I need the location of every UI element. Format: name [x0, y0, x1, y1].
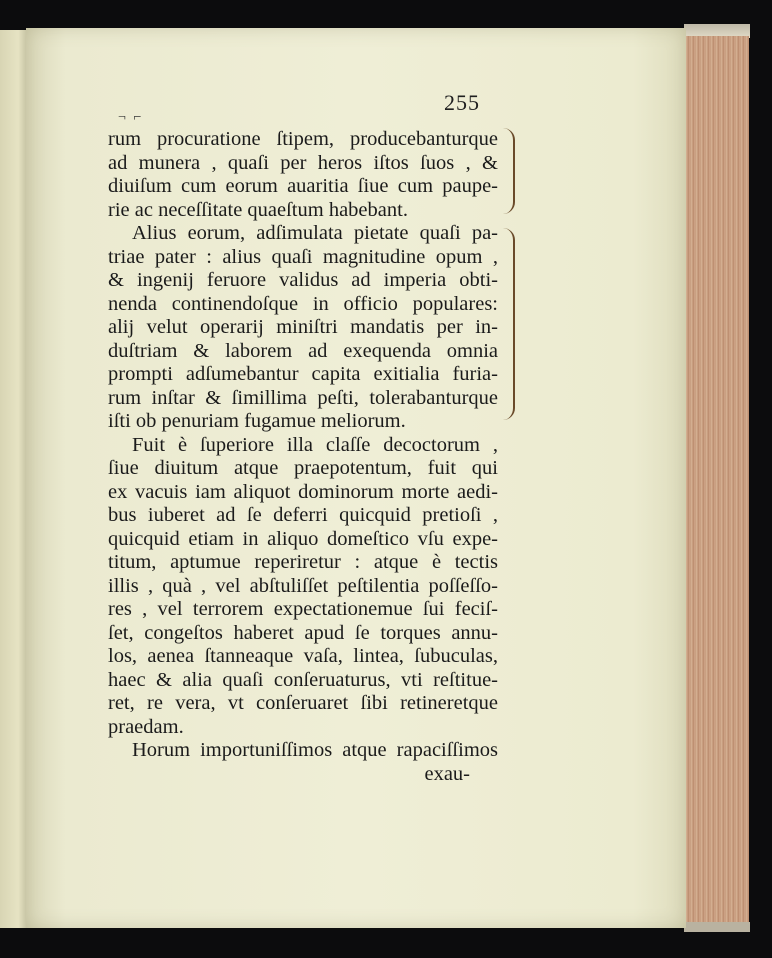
- margin-bracket-2: [503, 228, 515, 420]
- text-line: Horum importuniſſimos atque rapaciſſimos: [132, 739, 498, 761]
- body-text: [108, 128, 498, 786]
- text-line: Fuit è ſuperiore illa claſſe decoctorum ,: [132, 433, 498, 456]
- catchword: exau-: [424, 762, 470, 785]
- text-line: ſet, congeſtos haberet apud ſe torques annu-: [108, 621, 498, 644]
- text-line: ret, re vera, vt conſeruaret ſibi retineretque: [108, 692, 498, 714]
- text-line: res , vel terrorem expectationemue ſui feciſ-: [108, 598, 498, 620]
- text-line: rum inſtar & ſimillima peſti, tolerabanturque: [108, 386, 498, 409]
- text-line: quicquid etiam in aliquo domeſtico vſu expe-: [108, 527, 498, 550]
- text-line: duſtriam & laborem ad exequenda omnia: [108, 339, 498, 362]
- text-line: los, aenea ſtanneaque vaſa, lintea, ſubuculas,: [108, 645, 498, 667]
- text-line: ad munera , quaſi per heros iſtos ſuos , &: [108, 151, 498, 174]
- text-line: Alius eorum, adſimulata pietate quaſi pa-: [132, 222, 498, 244]
- text-line: ex vacuis iam aliquot dominorum morte aedi-: [108, 480, 498, 503]
- text-line: praedam.: [108, 715, 184, 738]
- margin-bracket-1: [503, 128, 515, 214]
- text-line: iſti ob penuriam fugamue meliorum.: [108, 410, 406, 432]
- text-line: rum procuratione ſtipem, producebanturque: [108, 128, 498, 150]
- text-line: triae pater : alius quaſi magnitudine opum ,: [108, 245, 498, 268]
- text-line: nenda continendoſque in officio populares:: [108, 292, 498, 315]
- text-line: rie ac neceſſitate quaeſtum habebant.: [108, 198, 408, 221]
- text-line: prompti adſumebantur capita exitialia furia-: [108, 363, 498, 385]
- book-fore-edge: [684, 36, 749, 926]
- text-line: & ingenij feruore validus ad imperia obti-: [108, 269, 498, 291]
- text-line: titum, aptumue reperiretur : atque è tectis: [108, 551, 498, 573]
- book-bottom-edge: [684, 922, 750, 932]
- page-number: 255: [444, 90, 480, 115]
- text-line: alij velut operarij miniſtri mandatis per in-: [108, 316, 498, 338]
- text-line: haec & alia quaſi conſeruaturus, vti reſtitue-: [108, 668, 498, 691]
- text-line: illis , quà , vel abſtuliſſet peſtilentia poſſeſſo-: [108, 574, 498, 597]
- text-line: diuiſum cum eorum auaritia ſiue cum paupe-: [108, 175, 498, 197]
- printer-marks: ¬ ⌐: [118, 110, 144, 125]
- text-line: bus iuberet ad ſe deferri quicquid pretioſi ,: [108, 504, 498, 526]
- text-line: ſiue diuitum atque praepotentum, fuit qui: [108, 457, 498, 479]
- facing-page-edge: [0, 30, 27, 928]
